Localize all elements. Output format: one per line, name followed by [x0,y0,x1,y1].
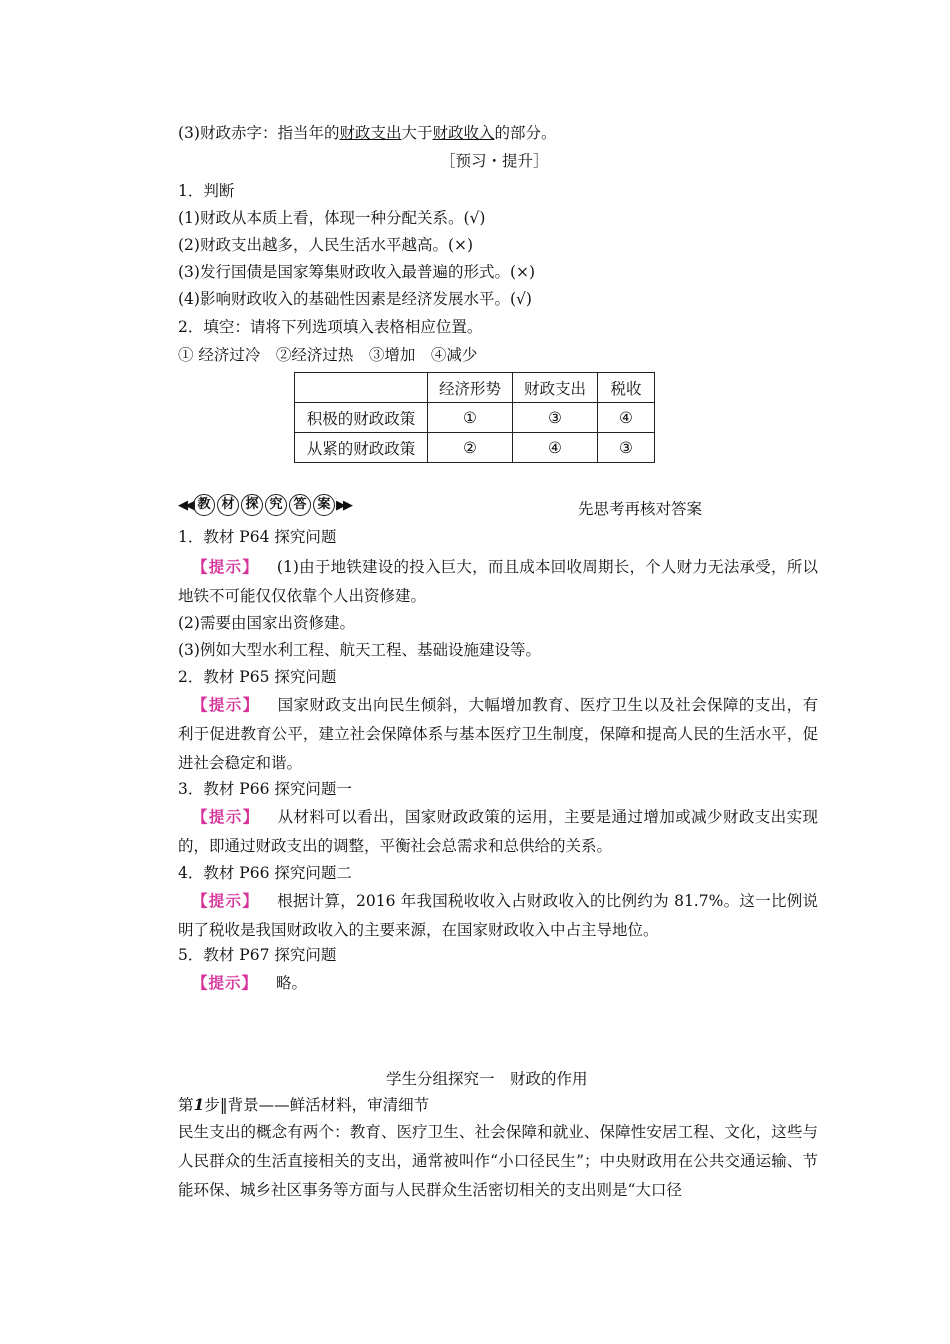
hint-text: 国家财政支出向民生倾斜，大幅增加教育、医疗卫生以及社会保障的支出，有利于促进教育公平，建立社会保障体系与基本医疗卫生制度，保障和提高人民的生活水平，促进社会稳定和谐。 [178,696,818,772]
hint-paragraph [178,968,818,998]
table-cell: ② [428,433,513,463]
banner-char: 教 [193,494,215,516]
step-number: 1 [193,1095,205,1114]
judge-item: (1)财政从本质上看，体现一种分配关系。(√) [178,209,486,227]
judge-item: (2)财政支出越多，人民生活水平越高。(×) [178,236,474,254]
table-cell: ① [428,403,513,433]
table-cell: ③ [513,403,598,433]
deficit-underline-income: 财政收入 [432,124,495,142]
hint-label: 【提示】 [192,807,260,826]
explore-banner [178,494,350,516]
hint-label: 【提示】 [192,557,259,576]
hint-paragraph [178,552,818,611]
banner-note: 先思考再核对答案 [578,500,703,518]
question-title: 1．教材 P64 探究问题 [178,528,337,546]
fill-heading: 2．填空：请将下列选项填入表格相应位置。 [178,318,483,336]
hint-text: 从材料可以看出，国家财政政策的运用，主要是通过增加或减少财政支出实现的，即通过财政支出的调整，平衡社会总需求和总供给的关系。 [178,808,818,855]
step-heading [178,1094,429,1116]
table-cell [295,373,428,403]
table-row [295,403,655,433]
banner-char: 案 [313,494,335,516]
step-prefix: 第 [178,1096,194,1114]
deficit-definition [178,122,557,144]
question-title: 5．教材 P67 探究问题 [178,946,337,964]
table-cell: ④ [513,433,598,463]
hint-text: 略。 [276,974,308,992]
hint-text: 根据计算，2016 年我国税收收入占财政收入的比例约为 81.7%。这一比例说明了税收是我国财政收入的主要来源，在国家财政收入中占主导地位。 [178,892,818,939]
deficit-underline-expense: 财政支出 [339,124,402,142]
table-header-row [295,373,655,403]
banner-char: 探 [241,494,263,516]
banner-char: 答 [289,494,311,516]
question-title: 4．教材 P66 探究问题二 [178,864,352,882]
table-cell: ④ [598,403,655,433]
hint-text: (1)由于地铁建设的投入巨大，而且成本回收周期长，个人财力无法承受，所以地铁不可能仅仅依靠个人出资修建。 [178,558,818,605]
hint-paragraph [178,886,818,945]
banner-char: 材 [217,494,239,516]
step-suffix: 步‖背景——鲜活材料，审清细节 [204,1096,430,1114]
judge-heading: 1．判断 [178,182,235,200]
hint-paragraph [178,690,818,778]
double-right-arrow-icon: ▶▶ [336,497,350,513]
table-cell: 从紧的财政政策 [295,433,428,463]
hint-label: 【提示】 [192,695,260,714]
group-body: 民生支出的概念有两个：教育、医疗卫生、社会保障和就业、保障性安居工程、文化，这些与人民群众的生活直接相关的支出，通常被叫作“小口径民生”；中央财政用在公共交通运输、节能环保、城乡社区事务等方面与人民群众生活密切相关的支出则是“大口径 [178,1123,818,1199]
answer-line: (2)需要由国家出资修建。 [178,614,355,632]
table-cell: ③ [598,433,655,463]
group-title: 学生分组探究一 财政的作用 [386,1070,588,1088]
judge-item: (3)发行国债是国家筹集财政收入最普遍的形式。(×) [178,263,536,281]
hint-label: 【提示】 [192,973,259,992]
table-row [295,433,655,463]
banner-char: 究 [265,494,287,516]
table-cell: 积极的财政政策 [295,403,428,433]
question-title: 2．教材 P65 探究问题 [178,668,337,686]
hint-paragraph [178,802,818,861]
answer-line: (3)例如大型水利工程、航天工程、基础设施建设等。 [178,641,541,659]
deficit-prefix: (3)财政赤字：指当年的 [178,124,340,142]
section-title: ［预习・提升］ [440,152,549,170]
table-cell: 经济形势 [428,373,513,403]
table-cell: 税收 [598,373,655,403]
question-title: 3．教材 P66 探究问题一 [178,780,352,798]
fill-options: ① 经济过冷 ②经济过热 ③增加 ④减少 [178,346,478,364]
double-left-arrow-icon: ◀◀ [178,497,192,513]
deficit-suffix: 的部分。 [494,124,557,142]
hint-label: 【提示】 [192,891,260,910]
fill-table [294,372,655,463]
judge-item: (4)影响财政收入的基础性因素是经济发展水平。(√) [178,290,532,308]
deficit-mid: 大于 [401,124,433,142]
table-cell: 财政支出 [513,373,598,403]
